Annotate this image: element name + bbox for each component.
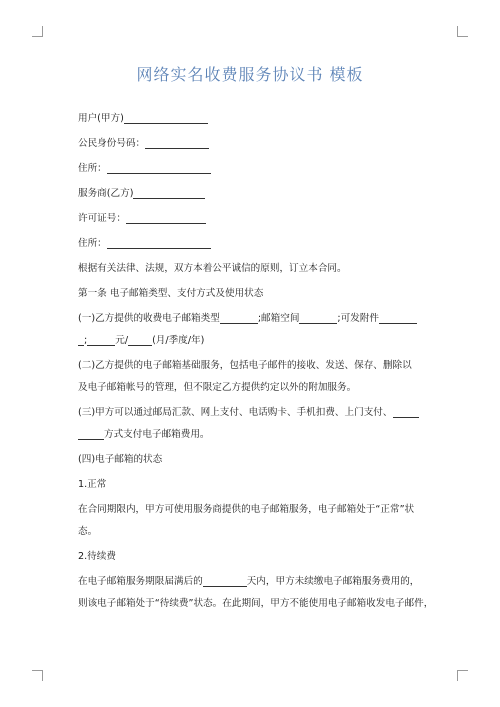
document-title: 网络实名收费服务协议书 模板	[136, 65, 364, 84]
clause-2-line-2: 及电子邮箱帐号的管理，但不限定乙方提供约定以外的附加服务。	[78, 382, 357, 394]
article-1-heading: 第一条 电子邮箱类型、支付方式及使用状态	[78, 288, 264, 300]
clause-text: ;可发附件	[337, 313, 380, 325]
clause-2-line-1: (二)乙方提供的电子邮箱基础服务，包括电子邮件的接收、发送、保存、删除以	[78, 360, 412, 372]
field-label: 服务商(乙方)	[78, 188, 134, 200]
clause-4-heading: (四)电子邮箱的状态	[78, 454, 163, 466]
field-user	[78, 112, 438, 124]
blank-line	[393, 406, 419, 418]
item-1-line-2: 态。	[78, 526, 98, 538]
item-1-heading: 1.正常	[78, 479, 107, 491]
clause-text: (月/季度/年)	[152, 335, 205, 347]
clause-text: 在电子邮箱服务期限届满后的	[78, 576, 203, 588]
clause-text: ;	[84, 335, 88, 347]
clause-text: (三)甲方可以通过邮局汇款、网上支付、电话购卡、手机扣费、上门支付、	[78, 407, 393, 419]
clause-text: (一)乙方提供的收费电子邮箱类型	[78, 313, 220, 325]
clause-text: 天内，甲方未续缴电子邮箱服务费用的，	[246, 576, 420, 588]
blank-line	[220, 312, 258, 324]
field-address-b	[78, 237, 438, 249]
field-label: 用户(甲方)	[78, 113, 124, 125]
blank-line	[107, 237, 211, 249]
clause-1-line-1	[78, 312, 438, 324]
field-license	[78, 212, 438, 224]
field-label: 许可证号：	[78, 213, 126, 225]
blank-line	[128, 334, 152, 346]
blank-line	[78, 428, 104, 440]
document-body	[78, 112, 438, 609]
blank-line	[379, 312, 417, 324]
clause-1-line-2	[78, 334, 438, 346]
blank-line	[299, 312, 337, 324]
field-label: 住所：	[78, 238, 107, 250]
blank-line	[126, 212, 206, 224]
clause-text: ;邮箱空间	[257, 313, 300, 325]
blank-line	[107, 162, 211, 174]
clause-text: 方式支付电子邮箱费用。	[104, 429, 210, 441]
field-provider	[78, 187, 438, 199]
crop-mark-top-right	[457, 26, 468, 37]
blank-line	[133, 187, 205, 199]
blank-line	[87, 334, 115, 346]
clause-3-line-1	[78, 406, 438, 418]
clause-3-line-2	[78, 428, 438, 440]
intro-paragraph: 根据有关法律、法规，双方本着公平诚信的原则，订立本合同。	[78, 263, 347, 275]
item-1-line-1: 在合同期限内，甲方可使用服务商提供的电子邮箱服务，电子邮箱处于“正常”状	[78, 504, 415, 516]
crop-mark-bottom-right	[457, 670, 468, 681]
field-address-a	[78, 162, 438, 174]
item-2-line-1	[78, 575, 438, 587]
field-label: 住所：	[78, 163, 107, 175]
blank-line	[203, 575, 247, 587]
item-2-line-2: 则该电子邮箱处于“待续费”状态。在此期间，甲方不能使用电子邮箱收发电子邮件，	[78, 598, 434, 610]
item-2-heading: 2.待续费	[78, 551, 116, 563]
blank-line	[124, 112, 208, 124]
field-label: 公民身份号码：	[78, 138, 146, 150]
field-id-number	[78, 137, 438, 149]
clause-text: 元/	[115, 335, 129, 347]
blank-line	[145, 137, 209, 149]
crop-mark-top-left	[32, 26, 43, 37]
crop-mark-bottom-left	[32, 670, 43, 681]
